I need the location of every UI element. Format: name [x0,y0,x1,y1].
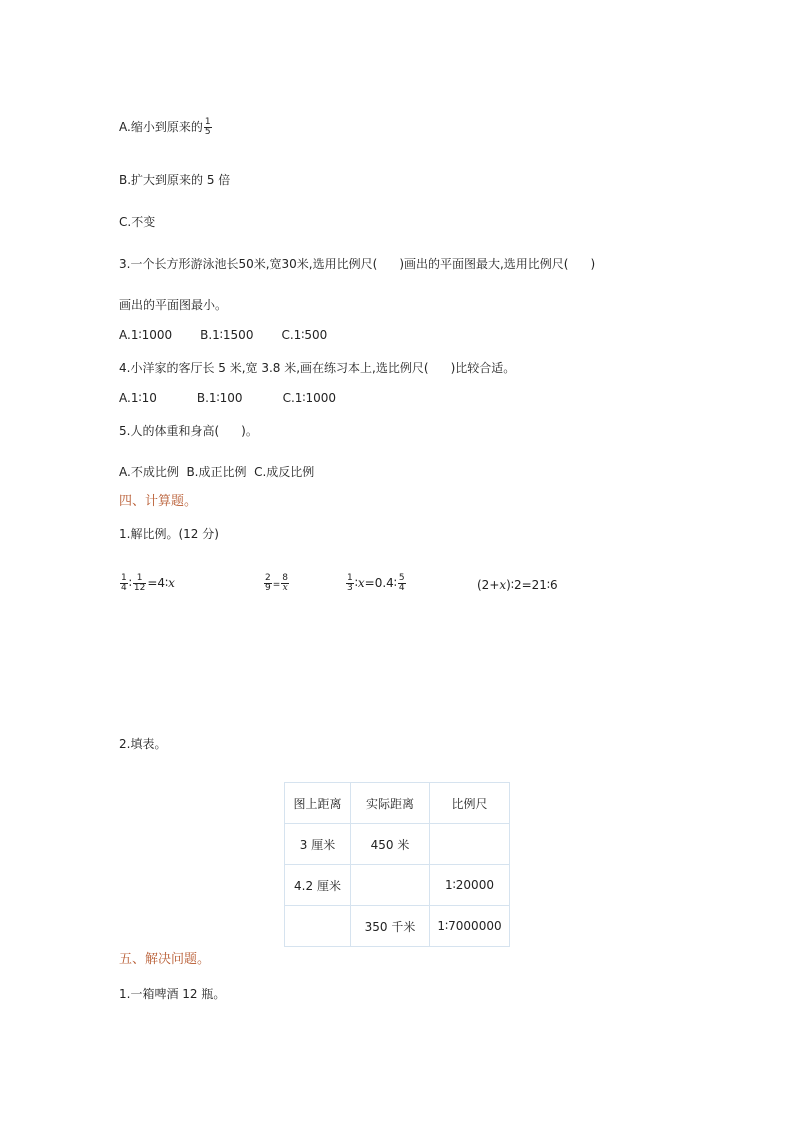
q3-option-c: C.1∶500 [281,328,328,342]
q3-line1: 3.一个长方形游泳池长50米,宽30米,选用比例尺( )画出的平面图最大,选用比例尺( ) [119,257,596,271]
table-cell: 1∶7000000 [430,906,510,947]
table-cell [351,865,430,906]
table-row [285,824,510,865]
q3-option-a: A.1∶1000 [119,328,173,342]
section4-q1: 1.解比例。(12 分) [119,527,219,541]
equation-2: $\frac{2}{9}$ = $\frac{8}{x}$ [265,573,289,593]
equation-3: $\frac{1}{3}$ ∶x=0.4∶ $\frac{5}{4}$ [347,573,405,593]
fraction-one-fifth: $\frac{1}{5}$ [204,117,211,137]
q4-option-a: A.1∶10 [119,391,157,405]
q5-text: 5.人的体重和身高( )。 [119,424,258,438]
table-header-cell: 实际距离 [351,783,430,824]
q3-line2: 画出的平面图最小。 [119,298,228,312]
equation-4: (2+x)∶2=21∶6 [477,578,558,592]
section4-q2: 2.填表。 [119,737,167,751]
q3-options [119,327,327,343]
table-row [285,906,510,947]
q2-option-c: C.不变 [119,215,156,229]
q4-option-b: B.1∶100 [196,391,243,405]
table-header-cell: 比例尺 [430,783,510,824]
table-cell: 350 千米 [351,906,430,947]
table-cell: 4.2 厘米 [285,865,351,906]
table-header-cell: 图上距离 [285,783,351,824]
table-header-row [285,783,510,824]
table-cell: 3 厘米 [285,824,351,865]
scale-table [284,782,510,947]
q2-option-b: B.扩大到原来的 5 倍 [119,173,231,187]
section5-title: 五、解决问题。 [119,952,211,967]
q5-options: A.不成比例 B.成正比例 C.成反比例 [119,465,315,479]
section5-q1: 1.一箱啤酒 12 瓶。 [119,987,226,1001]
table-cell: 450 米 [351,824,430,865]
q4-options [119,390,336,406]
q3-option-b: B.1∶1500 [200,328,254,342]
q4-option-c: C.1∶1000 [282,391,337,405]
equation-1: $\frac{1}{4}$ ∶ $\frac{1}{12}$ =4∶x [121,573,175,593]
q4-text: 4.小洋家的客厅长 5 米,宽 3.8 米,画在练习本上,选比例尺( )比较合适。 [119,361,516,375]
table-cell [285,906,351,947]
table-cell [430,824,510,865]
q2-option-a [119,118,213,137]
table-row [285,865,510,906]
q2-option-a-text: A.缩小到原来的 [119,120,203,134]
table-cell: 1∶20000 [430,865,510,906]
section4-title: 四、计算题。 [119,494,198,509]
